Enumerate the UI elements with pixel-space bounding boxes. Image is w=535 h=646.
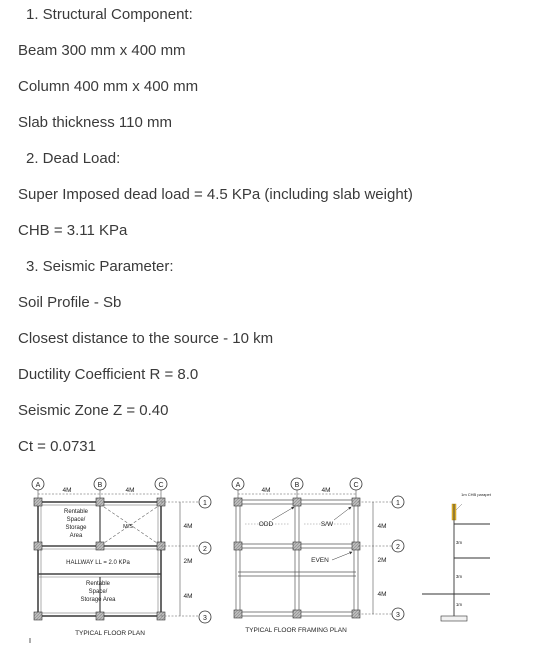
room1-line3: Storage — [65, 525, 87, 531]
room2-line3: Storage Area — [80, 597, 116, 603]
grid-label-b: B — [97, 482, 103, 489]
dim2-bay2: 2M — [377, 557, 387, 564]
odd-label: ODD — [258, 521, 274, 528]
grid-label-a: A — [35, 482, 41, 489]
grid2-label-2: 2 — [396, 544, 400, 551]
grid-label-3: 3 — [203, 615, 207, 622]
dim-bay2: 2M — [183, 558, 193, 565]
dim-bay3: 4M — [183, 593, 193, 600]
section-2-title: 2. Dead Load: — [26, 150, 121, 167]
drawings — [0, 470, 535, 646]
seismic-zone: Seismic Zone Z = 0.40 — [18, 402, 169, 419]
elev-h1: 3m — [455, 540, 463, 545]
dim-bc: 4M — [125, 487, 135, 494]
room1-line1: Rentable — [63, 509, 89, 515]
sw-label: S/W — [320, 521, 334, 528]
even-label: EVEN — [311, 557, 329, 564]
soil-profile: Soil Profile - Sb — [18, 294, 122, 311]
dim2-bay3: 4M — [377, 591, 387, 598]
room1-line2: Space/ — [66, 517, 86, 523]
grid2-label-b: B — [294, 482, 300, 489]
chb-load: CHB = 3.11 KPa — [18, 222, 128, 239]
grid-label-c: C — [158, 482, 164, 489]
parapet-label: 1m CHB parapet — [461, 492, 491, 497]
dim-ab: 4M — [62, 487, 72, 494]
slab-spec: Slab thickness 110 mm — [18, 114, 172, 131]
grid2-label-1: 1 — [396, 500, 400, 507]
room2-line2: Space/ — [88, 589, 108, 595]
grid2-label-c: C — [353, 482, 359, 489]
plan2-title: TYPICAL FLOOR FRAMING PLAN — [245, 627, 347, 634]
room2-line1: Rentable — [85, 581, 111, 587]
section-3-title: 3. Seismic Parameter: — [26, 258, 174, 275]
ms-label: M/S — [123, 524, 133, 530]
plan1-title: TYPICAL FLOOR PLAN — [75, 630, 145, 637]
typical-floor-framing-plan — [232, 478, 404, 634]
grid-label-1: 1 — [203, 500, 207, 507]
dim2-bc: 4M — [321, 487, 331, 494]
typical-floor-plan — [30, 478, 211, 643]
elev-h3: 1m — [455, 602, 463, 607]
ductility-coefficient: Ductility Coefficient R = 8.0 — [18, 366, 199, 383]
grid2-label-3: 3 — [396, 612, 400, 619]
grid-label-2: 2 — [203, 546, 207, 553]
dim-bay1: 4M — [183, 523, 193, 530]
source-distance: Closest distance to the source - 10 km — [18, 330, 274, 347]
column-spec: Column 400 mm x 400 mm — [18, 78, 199, 95]
hallway-label: HALLWAY LL = 2.0 KPa — [66, 560, 130, 566]
section-1-title: 1. Structural Component: — [26, 6, 193, 23]
grid2-label-a: A — [235, 482, 241, 489]
room1-line4: Area — [69, 533, 83, 539]
dim2-bay1: 4M — [377, 523, 387, 530]
ct-value: Ct = 0.0731 — [18, 438, 96, 455]
building-elevation — [422, 492, 492, 621]
beam-spec: Beam 300 mm x 400 mm — [18, 42, 186, 59]
superimposed-load: Super Imposed dead load = 4.5 KPa (including slab weight) — [18, 186, 413, 203]
elev-h2: 3m — [455, 574, 463, 579]
dim2-ab: 4M — [261, 487, 271, 494]
